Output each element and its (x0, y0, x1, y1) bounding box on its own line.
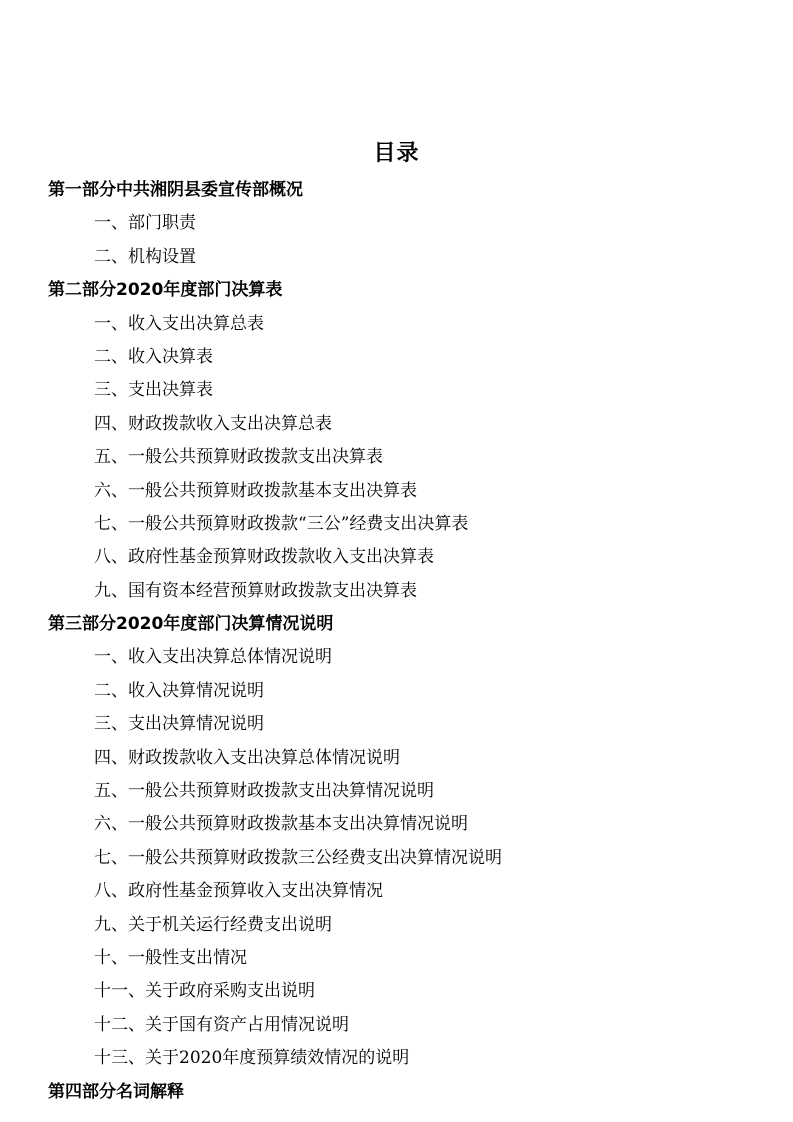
toc-item[interactable]: 六、一般公共预算财政拨款基本支出决算情况说明 (94, 814, 468, 835)
toc-item[interactable]: 四、财政拨款收入支出决算总体情况说明 (94, 747, 400, 768)
toc-item[interactable]: 二、收入决算情况说明 (94, 680, 264, 701)
toc-item[interactable]: 三、支出决算表 (94, 380, 213, 401)
toc-item[interactable]: 一、收入支出决算总体情况说明 (94, 647, 332, 668)
toc-item[interactable]: 九、关于机关运行经费支出说明 (94, 914, 332, 935)
toc-item[interactable]: 九、国有资本经营预算财政拨款支出决算表 (94, 580, 417, 601)
toc-item[interactable]: 六、一般公共预算财政拨款基本支出决算表 (94, 480, 417, 501)
toc-part-4-heading[interactable]: 第四部分名词解释 (48, 1081, 184, 1102)
toc-item[interactable]: 十、一般性支出情况 (94, 947, 247, 968)
toc-item[interactable]: 一、部门职责 (94, 213, 196, 234)
toc-item[interactable]: 一、收入支出决算总表 (94, 313, 264, 334)
toc-item[interactable]: 二、机构设置 (94, 246, 196, 267)
toc-item[interactable]: 五、一般公共预算财政拨款支出决算情况说明 (94, 781, 434, 802)
toc-part-1-heading[interactable]: 第一部分中共湘阴县委宣传部概况 (48, 180, 303, 200)
toc-item[interactable]: 十一、关于政府采购支出说明 (94, 981, 315, 1002)
toc-item[interactable]: 十三、关于2020年度预算绩效情况的说明 (94, 1048, 410, 1069)
toc-item[interactable]: 十二、关于国有资产占用情况说明 (94, 1014, 349, 1035)
toc-item[interactable]: 七、一般公共预算财政拨款三公经费支出决算情况说明 (94, 847, 502, 868)
table-of-contents (48, 174, 768, 1109)
toc-item[interactable]: 三、支出决算情况说明 (94, 714, 264, 735)
toc-item[interactable]: 二、收入决算表 (94, 346, 213, 367)
toc-item[interactable]: 四、财政拨款收入支出决算总表 (94, 413, 332, 434)
page-title: 目录 (373, 141, 420, 166)
toc-part-2-heading[interactable]: 第二部分2020年度部门决算表 (48, 280, 283, 301)
toc-item[interactable]: 八、政府性基金预算财政拨款收入支出决算表 (94, 547, 434, 568)
toc-item[interactable]: 七、一般公共预算财政拨款“三公”经费支出决算表 (94, 513, 469, 534)
toc-item[interactable]: 八、政府性基金预算收入支出决算情况 (94, 881, 383, 902)
toc-item[interactable]: 五、一般公共预算财政拨款支出决算表 (94, 447, 383, 468)
toc-part-3-heading[interactable]: 第三部分2020年度部门决算情况说明 (48, 614, 334, 635)
